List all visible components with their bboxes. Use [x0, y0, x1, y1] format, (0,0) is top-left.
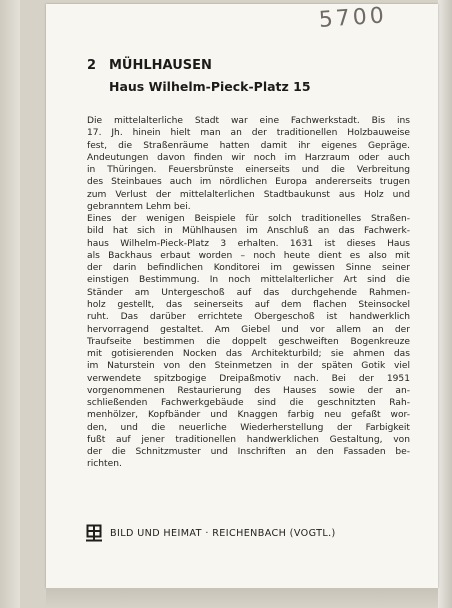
body-text-line: einstigen Bestimmung. In noch mittelalterlicher Art sind die	[87, 275, 410, 286]
body-text-line: Die mittelalterliche Stadt war eine Fachwerkstadt. Bis ins	[87, 116, 410, 126]
publisher-name: BILD UND HEIMAT · REICHENBACH (VOGTL.)	[110, 528, 336, 539]
description-text	[87, 115, 410, 471]
body-text-line: vorgenommenen Restaurierung des Hauses sowie der an-	[87, 385, 410, 396]
body-text-line: fußt auf jener traditionellen handwerklichen Gestaltung, von	[87, 434, 410, 445]
body-text-line: Traufseite bestimmen die doppelt geschweiften Bogenkreuze	[87, 336, 410, 347]
body-text-line: der die Schnitzmuster und Inschriften an den Fassaden be-	[87, 447, 410, 458]
body-text-line: verwendete spitzbogige Dreipaßmotiv nach. Bei der 1951	[87, 373, 410, 384]
body-text-line: im Naturstein von den Steinmetzen in der späten Gotik viel	[87, 361, 410, 372]
card-shadow	[46, 588, 438, 608]
bild-und-heimat-logo-icon	[86, 524, 102, 542]
card-title	[87, 58, 212, 73]
body-text-line: Ständer am Untergeschoß auf das durchgehende Rahmen-	[87, 287, 410, 298]
body-text-line: als Backhaus erbaut worden – noch heute dient es also mit	[87, 250, 410, 261]
body-text-line: schließenden Fachwerkgebäude sind die geschnitzten Rah-	[87, 398, 410, 409]
card-subtitle: Haus Wilhelm-Pieck-Platz 15	[109, 79, 311, 94]
body-text-line: den, und die neuerliche Wiederherstellung der Farbigkeit	[87, 422, 410, 433]
body-text-line: in Thüringen. Feuersbrünste einerseits und die Verbreitung	[87, 165, 410, 176]
body-text-line: des Steinbaues auch im nördlichen Europa andererseits trugen	[87, 177, 410, 188]
scan-background-left	[0, 0, 20, 608]
body-text-line: bild hat sich in Mühlhausen im Anschluß an das Fachwerk-	[87, 226, 410, 237]
body-text-line: holz gestellt, das seinerseits auf dem flachen Steinsockel	[87, 299, 410, 310]
city-name: MÜHLHAUSEN	[109, 58, 212, 73]
body-text-line: Andeutungen davon finden wir noch im Harzraum oder auch	[87, 152, 410, 163]
body-text-line: mit gotisierenden Nocken das Architekturbild; sie ahmen das	[87, 349, 410, 360]
body-text-line: zum Verlust der mittelalterlichen Stadtbaukunst aus Holz und	[87, 189, 410, 200]
body-text-line: hervorragend gestaltet. Am Giebel und vor allem an der	[87, 324, 410, 335]
body-text-line: richten.	[87, 459, 122, 470]
body-text-line: haus Wilhelm-Pieck-Platz 3 erhalten. 1631 ist dieses Haus	[87, 238, 410, 249]
body-text-line: Eines der wenigen Beispiele für solch traditionelles Straßen-	[87, 214, 410, 225]
body-text-line: ruht. Das darüber errichtete Obergeschoß ist handwerklich	[87, 312, 410, 323]
handwritten-note: 5700	[318, 3, 388, 33]
body-text-line: 17. Jh. hinein hielt man an der traditionellen Holzbauweise	[87, 128, 410, 139]
scan-background-right	[438, 0, 452, 608]
body-text-line: menhölzer, Kopfbänder und Knaggen farbig neu gefaßt wor-	[87, 410, 410, 421]
body-text-line: fest, die Straßenräume hatten damit ihr eigenes Gepräge.	[87, 140, 410, 151]
body-text-line: der darin befindlichen Konditorei im gewissen Sinne seiner	[87, 263, 410, 274]
body-text-line: gebranntem Lehm bei.	[87, 201, 191, 212]
card-number: 2	[87, 58, 97, 73]
